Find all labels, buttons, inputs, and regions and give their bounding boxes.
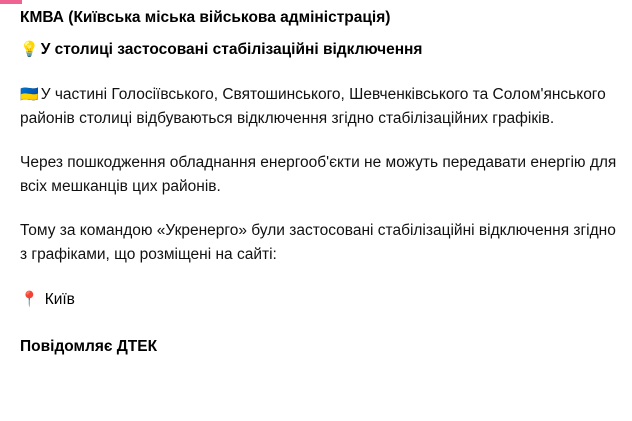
paragraph-1 [20, 83, 618, 130]
map-pin-emoji-icon: 📍 [20, 291, 39, 308]
location-text: Київ [44, 291, 75, 308]
channel-title: КМВА (Київська міська військова адміністрація) [20, 9, 391, 26]
paragraph-3: Тому за командою «Укренерго» були застосовані стабілізаційні відключення згідно з графіками, що розміщені на сайті: [20, 222, 616, 263]
accent-bar [0, 0, 22, 4]
paragraph-1-text: У частині Голосіївського, Святошинського, Шевченківського та Солом'янського районів столиці відбуваються відключення згідно стабілізаційних графіків. [20, 86, 606, 127]
headline-text: У столиці застосовані стабілізаційні відключення [40, 41, 423, 58]
source-note: Повідомляє ДТЕК [20, 338, 158, 355]
message-content [20, 6, 618, 358]
paragraph-2: Через пошкодження обладнання енергооб'єкти не можуть передавати енергію для всіх мешканців цих районів. [20, 154, 617, 195]
headline-row [20, 38, 618, 62]
lightbulb-emoji-icon: 💡 [20, 41, 39, 58]
location-row [20, 288, 618, 311]
ukraine-flag-emoji-icon: 🇺🇦 [20, 86, 39, 103]
